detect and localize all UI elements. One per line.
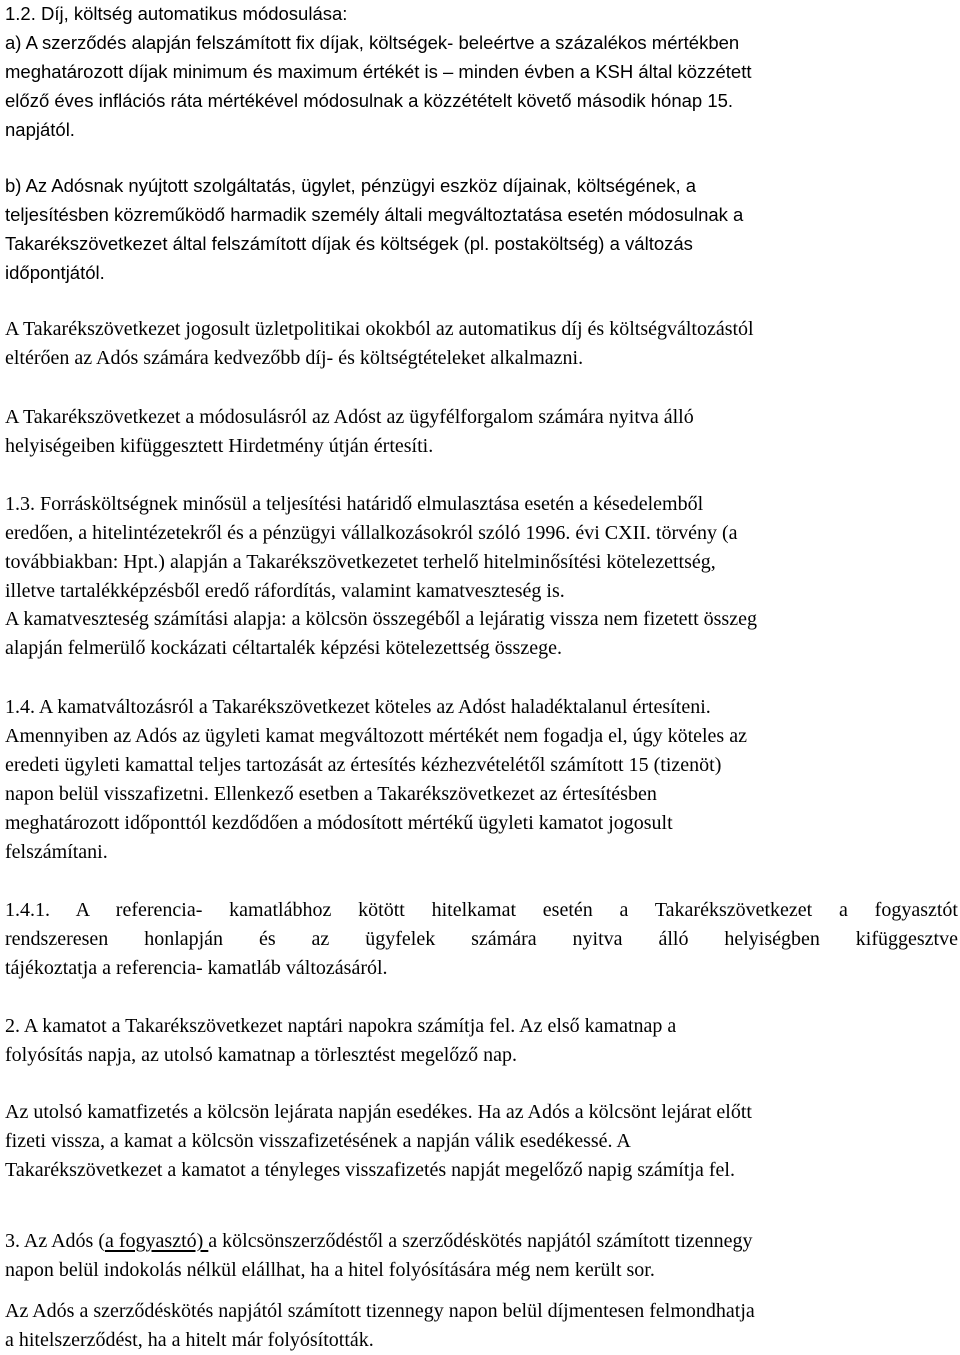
section-2b-line: Az utolsó kamatfizetés a kölcsön lejárata napján esedékes. Ha az Adós a kölcsönt lejárat előtt [5,1101,752,1123]
paragraph-d-line: helyiségeiben kifüggesztett Hirdetmény útján értesíti. [5,435,434,457]
section-3-prefix: 3. Az Adós ( [5,1230,105,1252]
section-1-3-line: 1.3. Forrásköltségnek minősül a teljesítési határidő elmulasztása esetén a késedelemből [5,493,704,515]
paragraph-a-line: előző éves inflációs ráta mértékével módosulnak a közzétételt követő második hónap 15. [5,90,734,111]
paragraph-d-line: A Takarékszövetkezet a módosulásról az Adóst az ügyfélforgalom számára nyitva álló [5,406,694,428]
section-3b-line: a hitelszerződést, ha a hitelt már folyósították. [5,1329,374,1351]
section-1-4-line: felszámítani. [5,841,108,863]
section-1-3-line: illetve tartalékképzésből eredő ráfordítás, valamint kamatveszteség is. [5,580,565,602]
paragraph-b-line: időpontjától. [5,262,105,283]
section-1-4-line: eredeti ügyleti kamattal teljes tartozását az értesítés kézhezvételétől számított 15 (tizenöt) [5,754,722,776]
section-2b-line: Takarékszövetkezet a kamatot a tényleges visszafizetés napját megelőző napig számítja fel. [5,1159,735,1181]
section-3b-line: Az Adós a szerződéskötés napjától számított tizennegy napon belül díjmentesen felmondhatja [5,1300,755,1322]
section-3-underlined-text: a fogyasztó) [105,1230,209,1252]
paragraph-c-line: A Takarékszövetkezet jogosult üzletpolitikai okokból az automatikus díj és költségváltozástól [5,318,754,340]
paragraph-b-line: Takarékszövetkezet által felszámított díjak és költségek (pl. postaköltség) a változás [5,233,693,254]
section-3-suffix: a kölcsönszerződéstől a szerződéskötés napjától számított tizennegy [208,1230,753,1252]
section-1-3-line: eredően, a hitelintézetekről és a pénzügyi vállalkozásokról szóló 1996. évi CXII. törvény (a [5,522,738,544]
section-1-4-line: Amennyiben az Adós az ügyleti kamat megváltozott mértékét nem fogadja el, úgy köteles az [5,725,747,747]
section-heading-1-2: 1.2. Díj, költség automatikus módosulása: [5,3,348,24]
paragraph-b-line: b) Az Adósnak nyújtott szolgáltatás, ügylet, pénzügyi eszköz díjainak, költségének, a [5,175,697,196]
section-3-line-2: napon belül indokolás nélkül elállhat, ha a hitel folyósítására még nem került sor. [5,1259,655,1281]
section-2b-line: fizeti vissza, a kamat a kölcsön visszafizetésének a napján válik esedékessé. A [5,1130,631,1152]
section-1-4-line: 1.4. A kamatváltozásról a Takarékszövetkezet köteles az Adóst haladéktalanul értesíteni. [5,696,711,718]
section-1-4-1-line: tájékoztatja a referencia- kamatláb változásáról. [5,957,388,979]
section-2-line: 2. A kamatot a Takarékszövetkezet naptári napokra számítja fel. Az első kamatnap a [5,1015,677,1037]
section-1-4-1-line: rendszeresen honlapján és az ügyfelek számára nyitva álló helyiségben kifüggesztve [5,928,958,950]
section-1-4-line: napon belül visszafizetni. Ellenkező esetben a Takarékszövetkezet az értesítésben [5,783,657,805]
section-1-4-line: meghatározott időponttól kezdődően a módosított mértékű ügyleti kamatot jogosult [5,812,673,834]
paragraph-a-line: meghatározott díjak minimum és maximum értékét is – minden évben a KSH által közzétett [5,61,752,82]
section-1-3-line: A kamatveszteség számítási alapja: a kölcsön összegéből a lejáratig vissza nem fizetett összeg [5,608,757,630]
section-1-4-1-line: 1.4.1. A referencia- kamatlábhoz kötött hitelkamat esetén a Takarékszövetkezet a fogyasztót [5,899,958,921]
section-1-3-line: továbbiakban: Hpt.) alapján a Takarékszövetkezetet terhelő hitelminősítési kötelezettség, [5,551,716,573]
section-2-line: folyósítás napja, az utolsó kamatnap a törlesztést megelőző nap. [5,1044,518,1066]
section-3-line-1 [5,1228,753,1254]
paragraph-b-line: teljesítésben közreműködő harmadik személy általi megváltoztatása esetén módosulnak a [5,204,744,225]
paragraph-c-line: eltérően az Adós számára kedvezőbb díj- és költségtételeket alkalmazni. [5,347,584,369]
section-1-3-line: alapján felmerülő kockázati céltartalék képzési kötelezettség összege. [5,637,562,659]
paragraph-a-line: napjától. [5,119,75,140]
paragraph-a-line: a) A szerződés alapján felszámított fix díjak, költségek- beleértve a százalékos mértékben [5,32,740,53]
